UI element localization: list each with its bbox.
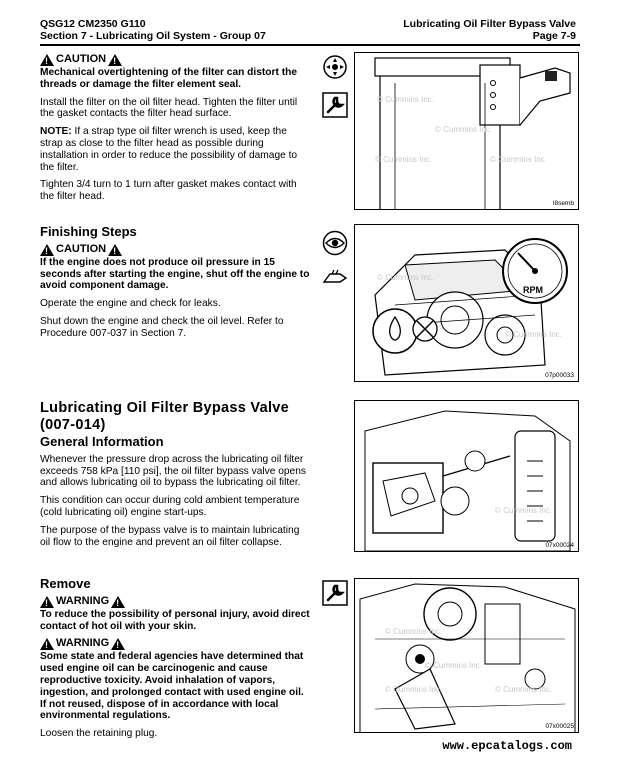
bypass-valve-figure <box>354 400 579 552</box>
torque-icon <box>322 54 348 80</box>
note <box>40 126 311 173</box>
header-left <box>40 18 266 42</box>
warning-triangle-icon <box>108 244 122 256</box>
figure-code: 07x00024 <box>545 542 574 549</box>
warning-text: Some state and federal agencies have determined that used engine oil can be carcinogenic and cause reproductive toxicity. Avoid inhalation of vapors, ingestion, and prolonged contact with used engine oil. If not reused, dispose of in accordance with local environmental regulations. <box>40 651 304 722</box>
warning-triangle-icon <box>111 638 125 650</box>
section-title: Section 7 - Lubricating Oil System - Group 07 <box>40 30 266 42</box>
warning-triangle-icon <box>40 638 54 650</box>
caution-text: Mechanical overtightening of the filter can distort the threads or damage the filter element seal. <box>40 67 297 90</box>
watermark: © Cummins Inc. <box>377 95 435 104</box>
watermark: © Cummins Inc. <box>495 506 553 515</box>
warning-triangle-icon <box>40 244 54 256</box>
note-text: If a strap type oil filter wrench is used, keep the strap as close to the filter head as possible during installation in order to reduce the possibility of damage to the filter. <box>40 126 298 173</box>
remove-text <box>40 578 311 746</box>
finishing-steps-text <box>40 226 311 346</box>
page-number: Page 7-9 <box>532 30 576 42</box>
caution-alert <box>40 54 311 66</box>
general-info-heading: General Information <box>40 434 164 449</box>
alert-label: WARNING <box>56 637 110 650</box>
warning-triangle-icon <box>40 54 54 66</box>
paragraph: The purpose of the bypass valve is to maintain lubricating oil flow to the engine and prevent an oil filter collapse. <box>40 524 300 548</box>
warning-text: To reduce the possibility of personal injury, avoid direct contact of hot oil with your skin. <box>40 608 310 632</box>
figure-code: l8semb <box>553 200 574 207</box>
paragraph: Loosen the retaining plug. <box>40 728 158 740</box>
warning-alert <box>40 596 311 608</box>
watermark: © Cummins Inc. <box>435 125 493 134</box>
bypass-valve-text <box>40 400 311 554</box>
hand-icon <box>322 264 348 290</box>
footer-url[interactable]: www.epcatalogs.com <box>442 739 572 753</box>
wrench-icon <box>322 580 348 606</box>
paragraph: This condition can occur during cold ambient temperature (cold lubricating oil) engine start-ups. <box>40 495 300 518</box>
header-right <box>403 18 576 42</box>
watermark: © Cummins Inc. <box>375 155 433 164</box>
figure-code: 07x00025 <box>545 723 574 730</box>
paragraph: Whenever the pressure drop across the lubricating oil filter exceeds 758 kPa [110 psi], the oil filter bypass valve opens and allows lubricating oil to bypass the lubricating oil filter. <box>40 453 306 489</box>
header-rule <box>40 44 580 46</box>
warning-triangle-icon <box>108 54 122 66</box>
filter-install-figure <box>354 52 579 210</box>
eye-icon <box>322 230 348 256</box>
bypass-valve-title: Lubricating Oil Filter Bypass Valve (007-014) <box>40 400 290 433</box>
note-label: NOTE: <box>40 126 72 138</box>
engine-rpm-figure <box>354 224 579 382</box>
watermark: © Cummins Inc. <box>377 273 435 282</box>
watermark: © Cummins Inc. <box>385 627 443 636</box>
section1-text <box>40 54 311 209</box>
retaining-plug-illustration <box>355 579 579 733</box>
paragraph: Tighten 3/4 turn to 1 turn after gasket makes contact with the filter head. <box>40 179 297 203</box>
watermark: © Cummins Inc. <box>490 155 548 164</box>
bypass-valve-illustration <box>355 401 579 552</box>
alert-label: CAUTION <box>56 53 107 66</box>
finishing-steps-heading: Finishing Steps <box>40 224 137 239</box>
rpm-gauge-label: RPM <box>523 285 543 295</box>
watermark: © Cummins Inc. <box>495 685 553 694</box>
paragraph: Operate the engine and check for leaks. <box>40 298 221 310</box>
figure-code: 07p00033 <box>545 372 574 379</box>
warning-triangle-icon <box>40 596 54 608</box>
watermark: © Cummins Inc. <box>385 685 443 694</box>
alert-label: WARNING <box>56 594 110 607</box>
engine-illustration <box>355 225 579 382</box>
watermark: © Cummins Inc. <box>425 661 483 670</box>
retaining-plug-figure <box>354 578 579 733</box>
remove-heading: Remove <box>40 576 91 591</box>
watermark: © Cummins Inc. <box>505 330 563 339</box>
caution-text: If the engine does not produce oil pressure in 15 seconds after starting the engine, shut off the engine to avoid component damage. <box>40 256 310 292</box>
caution-alert <box>40 244 311 256</box>
wrench-icon <box>322 92 348 118</box>
warning-alert <box>40 638 311 650</box>
paragraph: Install the filter on the oil filter head. Tighten the filter until the gasket contacts the filter head surface. <box>40 96 298 120</box>
warning-triangle-icon <box>111 596 125 608</box>
paragraph: Shut down the engine and check the oil level. Refer to Procedure 007-037 in Section 7. <box>40 315 284 339</box>
doc-code: QSG12 CM2350 G110 <box>40 18 146 30</box>
alert-label: CAUTION <box>56 242 107 255</box>
page-topic: Lubricating Oil Filter Bypass Valve <box>403 18 576 30</box>
